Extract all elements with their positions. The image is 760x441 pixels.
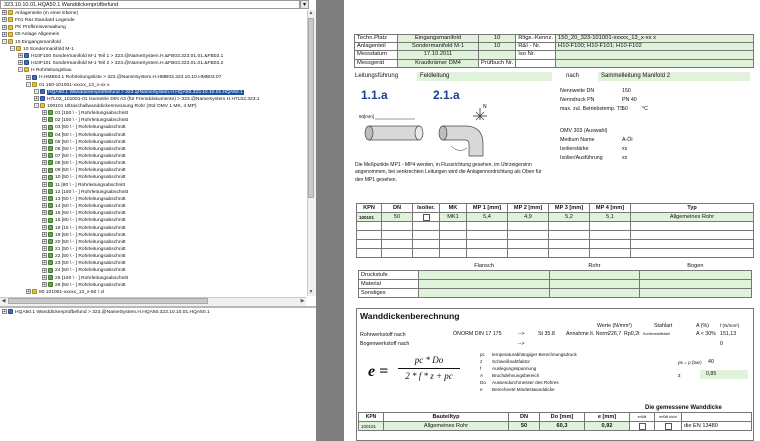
pipe-section-icon — [48, 182, 53, 187]
path-combobox[interactable]: 323.10.10.01.HQA50.1 Wanddickenprüfbefund — [0, 0, 300, 9]
tree-node-label: 25 [150 \ - ] Rohrleitungsabschnitt — [55, 275, 129, 281]
fittings-table — [358, 262, 752, 298]
rohrwerkstoff-label: Rohrwerkstoff nach — [360, 332, 406, 338]
spec-label: Nenndruck PN — [560, 97, 595, 103]
cell-value: 17.10.2011 — [398, 51, 479, 59]
spec-value: A-Öl — [622, 137, 633, 143]
pipe-section-icon — [48, 117, 53, 122]
header-row — [355, 51, 754, 59]
column-header: Do [mm] — [540, 413, 585, 422]
legend-symbol: Do — [480, 380, 486, 385]
result-section-title: Die gemessene Wanddicke — [645, 405, 722, 411]
norm-value: ÖNORM DIN 17 175 — [453, 331, 502, 337]
spec-value: 50 — [622, 106, 628, 112]
column-header: DN — [509, 413, 540, 422]
cell-label: Messdatum — [355, 51, 398, 59]
expand-icon[interactable]: + — [35, 96, 38, 102]
expand-icon[interactable]: + — [43, 217, 46, 224]
rp-label: Rp0,2t — [624, 331, 640, 337]
f-value: 151,13 — [720, 331, 737, 337]
expand-icon[interactable]: + — [43, 146, 46, 153]
tree-node-label: 18 [15 \ - ] Rohrleitungsabschnitt — [55, 225, 126, 231]
result-table — [358, 412, 752, 431]
erfuellt-nicht-checkbox[interactable] — [655, 422, 682, 431]
spec-block — [560, 88, 756, 168]
expand-icon[interactable]: + — [3, 31, 6, 38]
formula-denominator: 2 * f * z + pc — [405, 371, 453, 381]
leitung-nach-field: Sammelleitung Manifold 2 — [598, 72, 750, 81]
column-header — [682, 413, 752, 422]
tree-node-label: 24 [50 \ - ] Rohrleitungsabschnitt — [55, 268, 126, 274]
scroll-left-arrow-icon[interactable]: ◀ — [1, 298, 6, 304]
stahlart-value: Kohlenstoffstahl — [643, 332, 670, 336]
expand-icon[interactable]: + — [3, 24, 6, 31]
folder-icon — [8, 17, 13, 22]
folder-icon — [8, 39, 13, 44]
expand-icon[interactable]: + — [43, 138, 46, 145]
tree-node-label: 20 [50 \ - ] Rohrleitungsabschnitt — [55, 239, 126, 245]
tree-node-label: 11 [80 \ - ] Rohrleitungsabschnitt — [55, 182, 126, 188]
tree-node-label: 80 101001-xxxxx_13_x-50 \ xl — [39, 289, 104, 295]
vertical-scroll-thumb[interactable] — [308, 18, 314, 198]
tree-node-label: 13 [50 \ - ] Rohrleitungsabschnitt — [55, 196, 126, 202]
expand-icon[interactable]: + — [19, 60, 22, 67]
expand-icon[interactable]: + — [43, 231, 46, 238]
spec-value: xx — [622, 146, 628, 152]
cell-label: Techn.Platz — [355, 35, 398, 43]
ps-value: 40 — [708, 359, 714, 365]
tree-node-label: 05 [50 \ - ] Rohrleitungsabschnitt — [55, 139, 126, 145]
column-header: Rohr — [550, 262, 640, 271]
pipe-section-icon — [48, 175, 53, 180]
cell-mp1: 5,4 — [467, 213, 508, 222]
spec-label: OMV 303 (Auswahl) — [560, 128, 608, 134]
cell-dn: 50 — [382, 213, 413, 222]
legend-text: Berechnete Mindestwanddicke — [492, 387, 555, 392]
folder-icon — [32, 82, 37, 87]
pipe-section-icon — [48, 239, 53, 244]
expand-icon[interactable]: + — [3, 309, 6, 316]
column-header: Isolier. — [413, 204, 440, 213]
column-header: KPN — [357, 204, 382, 213]
steel-grade: St 35.8 — [538, 331, 555, 337]
collapse-icon[interactable]: - — [3, 38, 6, 45]
tree-panel — [0, 0, 317, 441]
folder-icon — [16, 46, 21, 51]
cell-e: 0,92 — [585, 422, 630, 431]
pipe-section-icon — [48, 210, 53, 215]
header-row — [355, 59, 754, 67]
pipe-section-icon — [48, 189, 53, 194]
formula-lhs: e = — [368, 363, 389, 380]
tree-node-label: 08 [50 \ - ] Rohrleitungsabschnitt — [55, 161, 126, 167]
tree-node-label: 10 Eingangsmanifold — [15, 39, 61, 45]
pipe-section-icon — [48, 132, 53, 137]
spec-label: Isolier/Ausführung — [560, 155, 603, 161]
spec-label: Medium Name — [560, 137, 595, 143]
table-row — [357, 213, 754, 222]
pipe-section-icon — [48, 260, 53, 265]
tree-node-label: 07 [50 \ - ] Rohrleitungsabschnitt — [55, 154, 126, 159]
f-label: f (N/mm²) — [720, 323, 740, 328]
expand-icon[interactable]: + — [43, 110, 46, 117]
expand-icon[interactable]: + — [27, 289, 30, 296]
pipe-section-icon — [48, 168, 53, 173]
fraction-bar — [398, 368, 460, 369]
tree-node-label: F01 R&I Standard Legende — [15, 18, 75, 24]
folder-icon — [8, 25, 13, 30]
expand-icon[interactable]: + — [19, 53, 22, 60]
pipe-section-icon — [48, 125, 53, 130]
row-label: Material — [359, 280, 419, 289]
tree-node-label: H.HMB03.1 Rohrleitungsliste > 323.@NameSystem.H.HMB03.323.10.10.HMB03.07 — [39, 75, 222, 81]
expand-icon[interactable]: + — [43, 174, 46, 181]
expand-icon[interactable]: + — [27, 74, 30, 81]
folder-icon — [32, 289, 37, 294]
table-row — [359, 422, 752, 431]
document-icon — [24, 53, 29, 58]
cell-label: Iso Nr. — [516, 51, 556, 59]
leitung-nach-label: nach — [566, 73, 580, 79]
horizontal-scroll-thumb[interactable] — [8, 298, 208, 304]
tree-node-label: 15 [50 \ - ] Rohrleitungsabschnitt — [55, 211, 126, 217]
scroll-down-arrow-icon[interactable]: ▼ — [308, 289, 314, 295]
column-header: MP 3 [mm] — [549, 204, 590, 213]
cell-kpn: 100101 — [359, 422, 384, 431]
column-header: DN — [382, 204, 413, 213]
bogen-f-value: 0 — [720, 341, 723, 347]
tree-node-label: H7L02_101001-01 Isometrie DIN A3 (für Fremddokumente) > 323.@NameSystem.H.H7L02.323.1 — [47, 96, 260, 102]
tree-node-label: 26 [50 \ - ] Rohrleitungsabschnitt — [55, 282, 126, 288]
cell-typ: Allgemeines Rohr — [631, 213, 754, 222]
figure-caption: Die Meßpunkte MP1 - MP4 werden, in Flussrichtung gesehen, im Uhrzeigersinn angenommen, bei senkrechten Leitungen wird die Anlagennordrichtung als Oben für den MP1 gesehen. — [355, 162, 542, 183]
a-label: A (%) — [696, 323, 709, 329]
chevron-down-icon[interactable]: ▾ — [300, 0, 309, 9]
column-header: Flansch — [419, 262, 550, 271]
tree-node-label: HQA50.1 Wanddickenprüfbefund > 323.@NameSystem.H.HQA50.323.10.10.01.HQA50.1 — [15, 310, 210, 315]
cell-mk: MK1 — [440, 213, 467, 222]
document-top — [344, 0, 760, 34]
document-icon — [8, 309, 13, 314]
expand-icon[interactable]: + — [43, 224, 46, 231]
arrow-text: --> — [518, 341, 525, 347]
legend-symbol: e — [480, 387, 483, 392]
table-row — [357, 222, 754, 231]
tree-node-label: 19 [50 \ - ] Rohrleitungsabschnitt — [55, 232, 126, 238]
tree-node-label: 01 [150 \ - ] Rohrleitungsabschnitt — [55, 111, 129, 117]
collapse-icon[interactable]: - — [35, 103, 38, 110]
pipe-section-icon — [48, 232, 53, 237]
pipe-section-icon — [48, 268, 53, 273]
panel-splitter[interactable] — [0, 306, 316, 308]
cell-value: Sondermanifold M-1 — [398, 43, 479, 51]
arrow-text: --> — [518, 331, 525, 337]
tree-node-label: 22 [50 \ - ] Rohrleitungsabschnitt — [55, 254, 126, 260]
svg-text:50[mm]: 50[mm] — [359, 114, 375, 119]
folder-icon — [8, 32, 13, 37]
row-label: Sonstiges — [359, 289, 419, 298]
cell-value — [556, 51, 754, 59]
spec-value: xx — [622, 155, 628, 161]
tree-node-label: PK Prüfkreisverwaltung — [15, 25, 66, 31]
column-header: erfüllt — [630, 413, 655, 422]
cell-value — [479, 51, 516, 59]
expand-icon[interactable]: + — [43, 203, 46, 210]
pipe-figure — [355, 84, 550, 200]
collapse-icon[interactable]: - — [35, 88, 38, 95]
expand-icon[interactable]: + — [43, 181, 46, 188]
cell-value: H10-F100; H10-F101; H10-F102 — [556, 43, 754, 51]
spec-value: 150 — [622, 88, 631, 94]
leitung-von-field: Feldleitung — [417, 72, 552, 81]
cell-mp2: 4,9 — [508, 213, 549, 222]
table-row — [357, 249, 754, 258]
column-header: MP 2 [mm] — [508, 204, 549, 213]
legend-text: Bruchdehnungsbereich — [492, 373, 540, 378]
svg-text:N: N — [483, 104, 487, 110]
viewer-gutter — [316, 0, 344, 441]
expand-icon[interactable]: + — [43, 246, 46, 253]
tree-node-label: 04 [50 \ - ] Rohrleitungsabschnitt — [55, 132, 126, 138]
cell-mp3: 5,2 — [549, 213, 590, 222]
collapse-icon[interactable]: - — [27, 81, 30, 88]
expand-icon[interactable]: + — [43, 281, 46, 288]
pipe-section-icon — [48, 225, 53, 230]
tree-node-label: 01 150-101001-xxxxx_13_x-xx x — [39, 82, 110, 88]
stahlart-label: Stahlart — [654, 323, 673, 329]
cell-label: Prüfbuch Nr. — [479, 59, 516, 67]
expand-icon[interactable]: + — [43, 274, 46, 281]
cell-kpn: 100101 — [357, 213, 382, 222]
column-header: KPN — [359, 413, 384, 422]
section-title: Wanddickenberechnung — [360, 311, 460, 321]
legend-text: temperaturabhängiger Berechnungsdruck — [492, 352, 577, 357]
tree-node-label: 21 [50 \ - ] Rohrleitungsabschnitt — [55, 246, 126, 252]
tree-node-label: 10 [50 \ - ] Rohrleitungsabschnitt — [55, 175, 126, 181]
table-row — [359, 271, 752, 280]
tree-node-label: H10F100 Sondermanifold M-1 Teil 1 > 323.@NameSystem.H.&FB03.323.01.01.&FB03.1 — [31, 53, 224, 59]
expand-icon[interactable]: + — [43, 196, 46, 203]
table-row — [359, 280, 752, 289]
table-header-row — [357, 204, 754, 213]
spec-unit: °C — [642, 106, 648, 112]
document-icon — [40, 96, 45, 101]
expand-icon[interactable]: + — [43, 188, 46, 195]
expand-icon[interactable]: + — [43, 124, 46, 131]
table-row — [359, 289, 752, 298]
isolier-checkbox[interactable] — [413, 213, 440, 222]
tree-node-label: HQA50.1 Wanddickenprüfbefund > 323.@NameSystem.H.HQA50.323.10.10.01.HQA50.1 — [48, 89, 243, 95]
tree-node-label: Anlagenteile (in einer Ebene) — [15, 11, 79, 16]
legend-symbol: pc — [480, 352, 485, 357]
expand-icon[interactable]: + — [43, 117, 46, 124]
legend-symbol: f — [480, 366, 482, 371]
collapse-icon[interactable]: - — [11, 45, 14, 52]
cell-value: 10 — [479, 43, 516, 51]
expand-icon[interactable]: + — [3, 17, 6, 24]
tree-node-label: 10 Sondermanifold M-1 — [23, 46, 74, 52]
bogenwerkstoff-label: Bogenwerkstoff nach — [360, 341, 410, 347]
expand-icon[interactable]: + — [3, 10, 6, 17]
spec-label: Nennweite DN — [560, 88, 595, 94]
legend-text: Aussendurchmesser des Rohres — [492, 380, 559, 385]
figure-label-straight: 1.1.a — [361, 88, 388, 102]
rp-value: 226,7 — [608, 331, 622, 337]
pipe-drawing — [355, 104, 550, 160]
cell-value: Eingangsmanifold — [398, 35, 479, 43]
expand-icon[interactable]: + — [43, 160, 46, 167]
column-header: Bogen — [639, 262, 751, 271]
measurement-table — [356, 203, 754, 258]
table-row — [357, 240, 754, 249]
leitung-label: Leitungsführung — [355, 73, 399, 79]
tree-node-label: 06 [50 \ - ] Rohrleitungsabschnitt — [55, 146, 126, 152]
object-tree[interactable] — [0, 10, 306, 296]
legend-symbol: A — [480, 373, 484, 378]
tree-node[interactable] — [2, 309, 210, 316]
column-header: MP 1 [mm] — [467, 204, 508, 213]
header-table — [354, 34, 754, 68]
scroll-right-arrow-icon[interactable]: ▶ — [300, 298, 305, 304]
a-value: A < 30% — [696, 331, 716, 337]
werte-label: Werte (N/mm²) — [597, 323, 632, 329]
pipe-section-icon — [48, 253, 53, 258]
pipe-section-icon — [48, 282, 53, 287]
erfuellt-checkbox[interactable] — [630, 422, 655, 431]
tree-node-label: 12 [150 \ - ] Rohrleitungsabschnitt — [55, 189, 129, 195]
legend-symbol: z — [480, 359, 483, 364]
annahme-label: Annahme lt. Norm — [566, 331, 609, 337]
spec-value: PN 40 — [622, 97, 637, 103]
table-header-row — [359, 413, 752, 422]
header-row — [355, 43, 754, 51]
pipe-section-icon — [48, 246, 53, 251]
figure-label-bend: 2.1.a — [433, 88, 460, 102]
table-header-row — [359, 262, 752, 271]
cell-value: 150_20_323-101001-xxxxx_13_x-xx x — [556, 35, 754, 43]
lower-tree[interactable] — [0, 309, 316, 318]
cell-label: Messgerät — [355, 59, 398, 67]
tree-node-label: H10F101 Sondermanifold M-1 Teil 2 > 323.@NameSystem.H.&FB03.323.01.01.&FB03.2 — [31, 61, 224, 67]
cell-mp4: 5,1 — [590, 213, 631, 222]
table-row — [357, 231, 754, 240]
expand-icon[interactable]: + — [43, 260, 46, 267]
formula-numerator: pc * Do — [414, 355, 444, 365]
cell-bauteiltyp: Allgemeines Rohr — [384, 422, 509, 431]
folder-icon — [8, 10, 13, 15]
pipe-section-icon — [48, 196, 53, 201]
pipe-section-icon — [48, 153, 53, 158]
expand-icon[interactable]: + — [43, 153, 46, 160]
pipe-section-icon — [48, 110, 53, 115]
spec-label: Isolierstärke — [560, 146, 589, 152]
pipe-section-icon — [48, 218, 53, 223]
expand-icon[interactable]: + — [43, 210, 46, 217]
column-header: MP 4 [mm] — [590, 204, 631, 213]
column-header: Typ — [631, 204, 754, 213]
expand-icon[interactable]: + — [43, 239, 46, 245]
cell-value — [556, 59, 754, 67]
header-row — [355, 35, 754, 43]
z-label: z — [678, 373, 681, 379]
collapse-icon[interactable]: - — [19, 67, 22, 74]
tree-node-label: 14 [50 \ - ] Rohrleitungsabschnitt — [55, 204, 126, 210]
pipe-section-icon — [48, 275, 53, 280]
spec-label: max. zul. Betriebstemp. TS — [560, 106, 624, 112]
z-value-field: 0,85 — [700, 370, 748, 379]
folder-icon — [40, 103, 45, 108]
column-header: Bauteiltyp — [384, 413, 509, 422]
document-icon — [40, 89, 45, 94]
cell-label: Rltgs.-Kennz. — [516, 35, 556, 43]
cell-label — [516, 59, 556, 67]
document-icon — [24, 60, 29, 65]
tree-node-label: 09 [50 \ - ] Rohrleitungsabschnitt — [55, 168, 126, 174]
column-header: MK — [440, 204, 467, 213]
tree-node-label: H Rohrleitungsbau — [31, 68, 72, 74]
cell-label: Anlagenteil — [355, 43, 398, 51]
cell-label: R&I - Nr. — [516, 43, 556, 51]
tree-node-label: 100101 Ultraschallwanddickenmessung Rohr (Std OMV 1 MK, 4 MP) — [47, 103, 197, 109]
ps-label: ps = p (bar) — [678, 360, 702, 365]
expand-icon[interactable]: + — [43, 131, 46, 138]
tree-node-label: 03 [50 \ - ] Rohrleitungsabschnitt — [55, 125, 126, 131]
row-label: Druckstufe — [359, 271, 419, 280]
legend-text: Schweißnahtfaktor — [492, 359, 531, 364]
cell-do: 60,3 — [540, 422, 585, 431]
cell-norm: die EN 13480 — [682, 422, 752, 431]
cell-dn: 50 — [509, 422, 540, 431]
expand-icon[interactable]: + — [43, 167, 46, 174]
tree-node-label: 16 [80 \ - ] Rohrleitungsabschnitt — [55, 218, 126, 224]
scroll-up-arrow-icon[interactable]: ▲ — [308, 10, 314, 16]
tree-node-label: 02 [150 \ - ] Rohrleitungsabschnitt — [55, 118, 129, 124]
pipe-section-icon — [48, 146, 53, 151]
pipe-section-icon — [48, 160, 53, 165]
pipe-section-icon — [48, 139, 53, 144]
tree-node[interactable] — [26, 289, 104, 296]
cell-value: Krautkrämer DM4 — [398, 59, 479, 67]
cell-value: 10 — [479, 35, 516, 43]
legend-text: Auslegungsspannung — [492, 366, 537, 371]
column-header: e [mm] — [585, 413, 630, 422]
expand-icon[interactable]: + — [43, 253, 46, 260]
tree-node-label: 00 Anlage Allgemein — [15, 32, 60, 38]
document-icon — [32, 75, 37, 80]
tree-node-label: 23 [50 \ - ] Rohrleitungsabschnitt — [55, 261, 126, 267]
expand-icon[interactable]: + — [43, 267, 46, 274]
column-header: erfüllt nicht — [655, 413, 682, 422]
folder-icon — [24, 67, 29, 72]
pipe-section-icon — [48, 203, 53, 208]
